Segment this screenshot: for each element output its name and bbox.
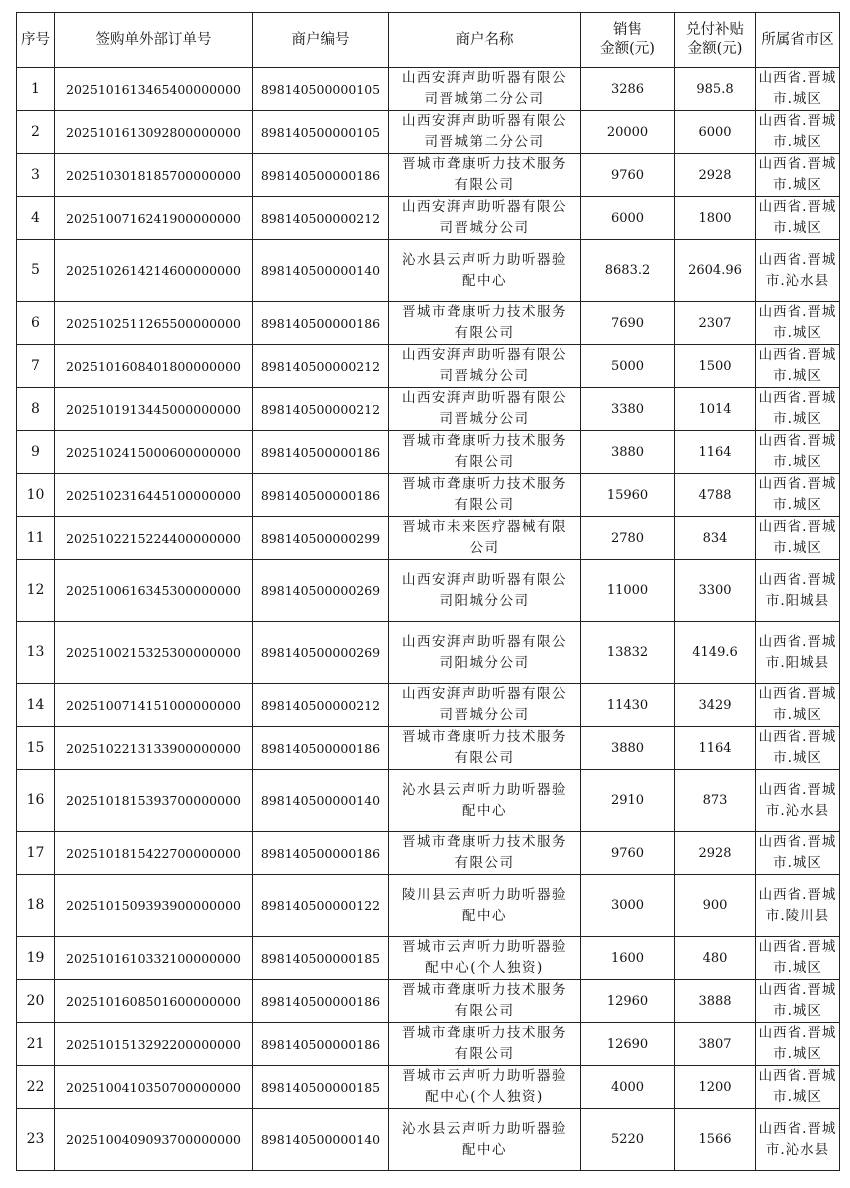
cell-subsidy-amount: 1566 (675, 1109, 756, 1171)
cell-region-line2: 市.城区 (773, 91, 822, 107)
cell-region (756, 770, 840, 832)
table-row (17, 980, 840, 1023)
cell-sales-amount: 11430 (581, 684, 675, 727)
cell-merchant-id: 898140500000186 (253, 474, 389, 517)
table-row (17, 622, 840, 684)
cell-region (756, 980, 840, 1023)
cell-region (756, 1109, 840, 1171)
cell-seq: 7 (17, 345, 55, 388)
cell-sales-amount: 1600 (581, 937, 675, 980)
cell-merchant-id: 898140500000140 (253, 240, 389, 302)
table-row (17, 727, 840, 770)
cell-merchant-name-line1: 沁水县云声听力助听器验 (402, 1120, 567, 1137)
cell-merchant-name (389, 345, 581, 388)
header-region: 所属省市区 (756, 13, 840, 68)
table-row (17, 684, 840, 727)
cell-sales-amount: 3286 (581, 68, 675, 111)
cell-seq: 20 (17, 980, 55, 1023)
cell-subsidy-amount: 985.8 (675, 68, 756, 111)
table-row (17, 517, 840, 560)
header-subsidy (675, 13, 756, 68)
cell-order-no: 2025102316445100000000 (55, 474, 253, 517)
cell-merchant-name-line2: 司晋城第二分公司 (424, 134, 545, 150)
cell-merchant-name-line2: 配中心 (462, 1141, 507, 1158)
cell-merchant-id: 898140500000140 (253, 770, 389, 832)
cell-region-line2: 市.城区 (773, 1003, 822, 1019)
cell-region-line1: 山西省.晋城 (758, 476, 837, 492)
header-merchant-id: 商户编号 (253, 13, 389, 68)
header-merchant-name: 商户名称 (389, 13, 581, 68)
cell-region-line2: 市.城区 (773, 325, 822, 341)
cell-region-line2: 市.城区 (773, 497, 822, 513)
cell-region-line1: 山西省.晋城 (758, 886, 837, 903)
cell-merchant-name-line2: 有限公司 (454, 1046, 515, 1062)
header-sales-line1: 销售 (613, 22, 642, 38)
cell-region (756, 111, 840, 154)
cell-order-no: 2025102511265500000000 (55, 302, 253, 345)
table-row (17, 111, 840, 154)
cell-merchant-name-line2: 司晋城分公司 (439, 220, 530, 236)
cell-merchant-name-line2: 配中心 (462, 272, 507, 289)
header-sales (581, 13, 675, 68)
cell-subsidy-amount: 900 (675, 875, 756, 937)
cell-merchant-name-line2: 配中心(个人独资) (425, 1089, 544, 1105)
cell-seq: 16 (17, 770, 55, 832)
cell-region-line2: 市.城区 (773, 960, 822, 976)
cell-merchant-id: 898140500000212 (253, 684, 389, 727)
cell-merchant-name-line1: 晋城市聋康听力技术服务 (402, 476, 567, 492)
cell-region (756, 684, 840, 727)
table-row (17, 68, 840, 111)
cell-sales-amount: 8683.2 (581, 240, 675, 302)
cell-order-no: 2025100716241900000000 (55, 197, 253, 240)
cell-seq: 19 (17, 937, 55, 980)
cell-order-no: 2025101815422700000000 (55, 832, 253, 875)
cell-merchant-name (389, 622, 581, 684)
cell-merchant-name (389, 474, 581, 517)
cell-merchant-name-line2: 有限公司 (454, 1003, 515, 1019)
subsidy-table (16, 12, 840, 1171)
cell-merchant-id: 898140500000186 (253, 727, 389, 770)
cell-merchant-name-line2: 有限公司 (454, 454, 515, 470)
cell-region (756, 622, 840, 684)
cell-merchant-name-line1: 山西安湃声助听器有限公 (402, 571, 567, 588)
cell-seq: 17 (17, 832, 55, 875)
cell-merchant-id: 898140500000212 (253, 388, 389, 431)
cell-region-line1: 山西省.晋城 (758, 571, 837, 588)
cell-sales-amount: 3000 (581, 875, 675, 937)
table-row (17, 875, 840, 937)
cell-sales-amount: 3880 (581, 431, 675, 474)
cell-merchant-id: 898140500000269 (253, 560, 389, 622)
cell-merchant-name-line1: 山西安湃声助听器有限公 (402, 347, 567, 363)
cell-merchant-name-line1: 山西安湃声助听器有限公 (402, 686, 567, 702)
cell-sales-amount: 9760 (581, 832, 675, 875)
cell-region-line2: 市.沁水县 (765, 1141, 830, 1158)
table-row (17, 1109, 840, 1171)
cell-subsidy-amount: 480 (675, 937, 756, 980)
cell-region-line1: 山西省.晋城 (758, 199, 837, 215)
cell-region-line1: 山西省.晋城 (758, 347, 837, 363)
cell-merchant-name-line1: 陵川县云声听力助听器验 (402, 886, 567, 903)
cell-merchant-id: 898140500000186 (253, 154, 389, 197)
cell-order-no: 2025101613092800000000 (55, 111, 253, 154)
table-row (17, 474, 840, 517)
cell-merchant-name-line1: 沁水县云声听力助听器验 (402, 251, 567, 268)
cell-merchant-name-line1: 晋城市聋康听力技术服务 (402, 1025, 567, 1041)
cell-seq: 2 (17, 111, 55, 154)
cell-region-line2: 市.陵川县 (765, 907, 830, 924)
cell-region-line1: 山西省.晋城 (758, 70, 837, 86)
cell-region (756, 560, 840, 622)
cell-merchant-name (389, 111, 581, 154)
cell-subsidy-amount: 3888 (675, 980, 756, 1023)
cell-region-line1: 山西省.晋城 (758, 982, 837, 998)
cell-region-line1: 山西省.晋城 (758, 633, 837, 650)
cell-merchant-name (389, 937, 581, 980)
cell-region-line2: 市.阳城县 (765, 592, 830, 609)
cell-merchant-id: 898140500000105 (253, 68, 389, 111)
cell-seq: 15 (17, 727, 55, 770)
cell-order-no: 2025100616345300000000 (55, 560, 253, 622)
cell-merchant-name-line1: 晋城市聋康听力技术服务 (402, 433, 567, 449)
cell-order-no: 2025101608501600000000 (55, 980, 253, 1023)
cell-sales-amount: 12690 (581, 1023, 675, 1066)
cell-seq: 3 (17, 154, 55, 197)
cell-sales-amount: 5000 (581, 345, 675, 388)
cell-merchant-name-line2: 公司 (469, 540, 500, 556)
cell-seq: 10 (17, 474, 55, 517)
cell-merchant-id: 898140500000212 (253, 197, 389, 240)
cell-merchant-name-line2: 配中心(个人独资) (425, 960, 544, 976)
cell-subsidy-amount: 4788 (675, 474, 756, 517)
cell-region-line1: 山西省.晋城 (758, 390, 837, 406)
cell-merchant-name-line1: 晋城市聋康听力技术服务 (402, 156, 567, 172)
cell-order-no: 2025100714151000000000 (55, 684, 253, 727)
cell-region-line1: 山西省.晋城 (758, 113, 837, 129)
table-row (17, 431, 840, 474)
cell-sales-amount: 4000 (581, 1066, 675, 1109)
cell-order-no: 2025101610332100000000 (55, 937, 253, 980)
table-row (17, 560, 840, 622)
table-row (17, 832, 840, 875)
cell-region-line2: 市.城区 (773, 368, 822, 384)
cell-subsidy-amount: 2604.96 (675, 240, 756, 302)
table-row (17, 302, 840, 345)
cell-merchant-name-line1: 沁水县云声听力助听器验 (402, 781, 567, 798)
cell-region-line2: 市.城区 (773, 177, 822, 193)
cell-merchant-id: 898140500000186 (253, 980, 389, 1023)
cell-order-no: 2025102415000600000000 (55, 431, 253, 474)
cell-merchant-id: 898140500000299 (253, 517, 389, 560)
cell-merchant-name (389, 770, 581, 832)
cell-merchant-id: 898140500000186 (253, 832, 389, 875)
cell-subsidy-amount: 873 (675, 770, 756, 832)
cell-seq: 4 (17, 197, 55, 240)
table-row (17, 388, 840, 431)
cell-merchant-id: 898140500000140 (253, 1109, 389, 1171)
cell-region (756, 240, 840, 302)
cell-subsidy-amount: 1500 (675, 345, 756, 388)
cell-order-no: 2025102614214600000000 (55, 240, 253, 302)
cell-merchant-name (389, 1109, 581, 1171)
cell-region (756, 302, 840, 345)
cell-region-line2: 市.城区 (773, 454, 822, 470)
cell-merchant-name (389, 388, 581, 431)
cell-seq: 13 (17, 622, 55, 684)
cell-region-line2: 市.城区 (773, 411, 822, 427)
header-order-no: 签购单外部订单号 (55, 13, 253, 68)
cell-region (756, 727, 840, 770)
table-row (17, 154, 840, 197)
cell-merchant-name-line2: 司晋城分公司 (439, 411, 530, 427)
header-subsidy-line2: 金额(元) (687, 41, 743, 57)
cell-merchant-id: 898140500000185 (253, 937, 389, 980)
cell-region-line2: 市.城区 (773, 1046, 822, 1062)
table-row (17, 197, 840, 240)
cell-merchant-name (389, 684, 581, 727)
cell-merchant-name (389, 832, 581, 875)
cell-merchant-id: 898140500000186 (253, 302, 389, 345)
cell-seq: 23 (17, 1109, 55, 1171)
cell-sales-amount: 5220 (581, 1109, 675, 1171)
cell-region (756, 1066, 840, 1109)
cell-merchant-id: 898140500000186 (253, 431, 389, 474)
cell-region-line1: 山西省.晋城 (758, 781, 837, 798)
cell-merchant-name-line2: 司晋城分公司 (439, 368, 530, 384)
table-row (17, 770, 840, 832)
cell-merchant-name-line2: 配中心 (462, 907, 507, 924)
cell-merchant-name-line1: 山西安湃声助听器有限公 (402, 390, 567, 406)
cell-seq: 5 (17, 240, 55, 302)
cell-merchant-name-line1: 山西安湃声助听器有限公 (402, 113, 567, 129)
cell-merchant-name-line2: 有限公司 (454, 750, 515, 766)
cell-merchant-name (389, 1023, 581, 1066)
cell-sales-amount: 2910 (581, 770, 675, 832)
cell-sales-amount: 12960 (581, 980, 675, 1023)
cell-merchant-id: 898140500000186 (253, 1023, 389, 1066)
cell-region (756, 388, 840, 431)
cell-subsidy-amount: 3300 (675, 560, 756, 622)
cell-merchant-id: 898140500000212 (253, 345, 389, 388)
cell-region-line1: 山西省.晋城 (758, 834, 837, 850)
cell-order-no: 2025101513292200000000 (55, 1023, 253, 1066)
cell-region (756, 197, 840, 240)
cell-subsidy-amount: 2928 (675, 832, 756, 875)
cell-merchant-id: 898140500000105 (253, 111, 389, 154)
cell-region (756, 68, 840, 111)
cell-merchant-name-line2: 司晋城分公司 (439, 707, 530, 723)
cell-order-no: 2025102213133900000000 (55, 727, 253, 770)
cell-order-no: 2025101613465400000000 (55, 68, 253, 111)
table-row (17, 1023, 840, 1066)
cell-subsidy-amount: 834 (675, 517, 756, 560)
cell-merchant-name-line1: 晋城市聋康听力技术服务 (402, 729, 567, 745)
cell-merchant-name-line2: 配中心 (462, 802, 507, 819)
cell-merchant-name-line1: 晋城市聋康听力技术服务 (402, 834, 567, 850)
table-body (17, 68, 840, 1171)
table-row (17, 937, 840, 980)
cell-merchant-name-line1: 晋城市聋康听力技术服务 (402, 304, 567, 320)
cell-merchant-name-line2: 有限公司 (454, 325, 515, 341)
cell-merchant-name (389, 431, 581, 474)
cell-order-no: 2025101913445000000000 (55, 388, 253, 431)
header-sales-line2: 金额(元) (600, 41, 655, 57)
cell-sales-amount: 7690 (581, 302, 675, 345)
cell-seq: 21 (17, 1023, 55, 1066)
cell-sales-amount: 15960 (581, 474, 675, 517)
cell-region-line1: 山西省.晋城 (758, 686, 837, 702)
cell-seq: 22 (17, 1066, 55, 1109)
cell-merchant-name (389, 1066, 581, 1109)
cell-order-no: 2025101815393700000000 (55, 770, 253, 832)
cell-seq: 9 (17, 431, 55, 474)
cell-region (756, 345, 840, 388)
cell-merchant-name (389, 68, 581, 111)
cell-region-line1: 山西省.晋城 (758, 1025, 837, 1041)
cell-region-line1: 山西省.晋城 (758, 519, 837, 535)
cell-region (756, 474, 840, 517)
cell-seq: 11 (17, 517, 55, 560)
cell-merchant-id: 898140500000185 (253, 1066, 389, 1109)
cell-merchant-name (389, 875, 581, 937)
cell-merchant-name-line1: 晋城市聋康听力技术服务 (402, 982, 567, 998)
cell-seq: 14 (17, 684, 55, 727)
cell-merchant-name-line2: 有限公司 (454, 855, 515, 871)
cell-sales-amount: 11000 (581, 560, 675, 622)
cell-merchant-name (389, 154, 581, 197)
cell-sales-amount: 6000 (581, 197, 675, 240)
cell-region (756, 1023, 840, 1066)
header-row (17, 13, 840, 68)
cell-region (756, 154, 840, 197)
cell-subsidy-amount: 2928 (675, 154, 756, 197)
cell-seq: 1 (17, 68, 55, 111)
cell-region (756, 875, 840, 937)
cell-region (756, 431, 840, 474)
cell-order-no: 2025101608401800000000 (55, 345, 253, 388)
cell-subsidy-amount: 3807 (675, 1023, 756, 1066)
cell-region-line1: 山西省.晋城 (758, 729, 837, 745)
table-row (17, 240, 840, 302)
cell-merchant-name-line2: 司晋城第二分公司 (424, 91, 545, 107)
cell-order-no: 2025102215224400000000 (55, 517, 253, 560)
cell-merchant-name (389, 560, 581, 622)
cell-merchant-name-line1: 山西安湃声助听器有限公 (402, 199, 567, 215)
cell-merchant-name (389, 197, 581, 240)
cell-order-no: 2025100409093700000000 (55, 1109, 253, 1171)
cell-subsidy-amount: 6000 (675, 111, 756, 154)
cell-region-line2: 市.沁水县 (765, 272, 830, 289)
cell-seq: 8 (17, 388, 55, 431)
cell-subsidy-amount: 2307 (675, 302, 756, 345)
cell-merchant-name-line2: 有限公司 (454, 177, 515, 193)
cell-region-line1: 山西省.晋城 (758, 939, 837, 955)
cell-region-line2: 市.沁水县 (765, 802, 830, 819)
cell-merchant-name-line1: 晋城市云声听力助听器验 (402, 1068, 567, 1084)
cell-order-no: 2025100215325300000000 (55, 622, 253, 684)
cell-region-line2: 市.阳城县 (765, 654, 830, 671)
cell-subsidy-amount: 4149.6 (675, 622, 756, 684)
cell-merchant-name-line2: 司阳城分公司 (439, 654, 530, 671)
cell-subsidy-amount: 1164 (675, 431, 756, 474)
cell-subsidy-amount: 3429 (675, 684, 756, 727)
cell-merchant-name-line1: 晋城市云声听力助听器验 (402, 939, 567, 955)
cell-sales-amount: 13832 (581, 622, 675, 684)
cell-region-line1: 山西省.晋城 (758, 1068, 837, 1084)
cell-region-line1: 山西省.晋城 (758, 433, 837, 449)
cell-merchant-id: 898140500000269 (253, 622, 389, 684)
cell-merchant-name (389, 727, 581, 770)
cell-merchant-name-line1: 山西安湃声助听器有限公 (402, 70, 567, 86)
header-subsidy-line1: 兑付补贴 (686, 22, 744, 38)
cell-merchant-name (389, 240, 581, 302)
cell-region-line1: 山西省.晋城 (758, 1120, 837, 1137)
cell-region-line2: 市.城区 (773, 134, 822, 150)
cell-merchant-name (389, 980, 581, 1023)
header-seq: 序号 (17, 13, 55, 68)
cell-region-line2: 市.城区 (773, 750, 822, 766)
cell-subsidy-amount: 1200 (675, 1066, 756, 1109)
cell-region-line2: 市.城区 (773, 540, 822, 556)
cell-sales-amount: 9760 (581, 154, 675, 197)
cell-merchant-name-line2: 有限公司 (454, 497, 515, 513)
cell-sales-amount: 2780 (581, 517, 675, 560)
cell-region (756, 937, 840, 980)
cell-subsidy-amount: 1800 (675, 197, 756, 240)
cell-region-line2: 市.城区 (773, 707, 822, 723)
cell-merchant-id: 898140500000122 (253, 875, 389, 937)
cell-region-line1: 山西省.晋城 (758, 304, 837, 320)
cell-region (756, 832, 840, 875)
cell-subsidy-amount: 1164 (675, 727, 756, 770)
cell-seq: 6 (17, 302, 55, 345)
cell-merchant-name-line2: 司阳城分公司 (439, 592, 530, 609)
table-row (17, 1066, 840, 1109)
cell-order-no: 2025101509393900000000 (55, 875, 253, 937)
cell-region-line1: 山西省.晋城 (758, 156, 837, 172)
cell-order-no: 2025100410350700000000 (55, 1066, 253, 1109)
cell-seq: 12 (17, 560, 55, 622)
cell-seq: 18 (17, 875, 55, 937)
cell-subsidy-amount: 1014 (675, 388, 756, 431)
cell-region (756, 517, 840, 560)
cell-merchant-name (389, 517, 581, 560)
cell-region-line2: 市.城区 (773, 1089, 822, 1105)
document-page (16, 12, 839, 1171)
cell-order-no: 2025103018185700000000 (55, 154, 253, 197)
cell-merchant-name (389, 302, 581, 345)
cell-region-line2: 市.城区 (773, 220, 822, 236)
cell-sales-amount: 3380 (581, 388, 675, 431)
cell-region-line1: 山西省.晋城 (758, 251, 837, 268)
cell-merchant-name-line1: 山西安湃声助听器有限公 (402, 633, 567, 650)
cell-region-line2: 市.城区 (773, 855, 822, 871)
cell-merchant-name-line1: 晋城市未来医疗器械有限 (402, 519, 567, 535)
table-row (17, 345, 840, 388)
cell-sales-amount: 20000 (581, 111, 675, 154)
cell-sales-amount: 3880 (581, 727, 675, 770)
